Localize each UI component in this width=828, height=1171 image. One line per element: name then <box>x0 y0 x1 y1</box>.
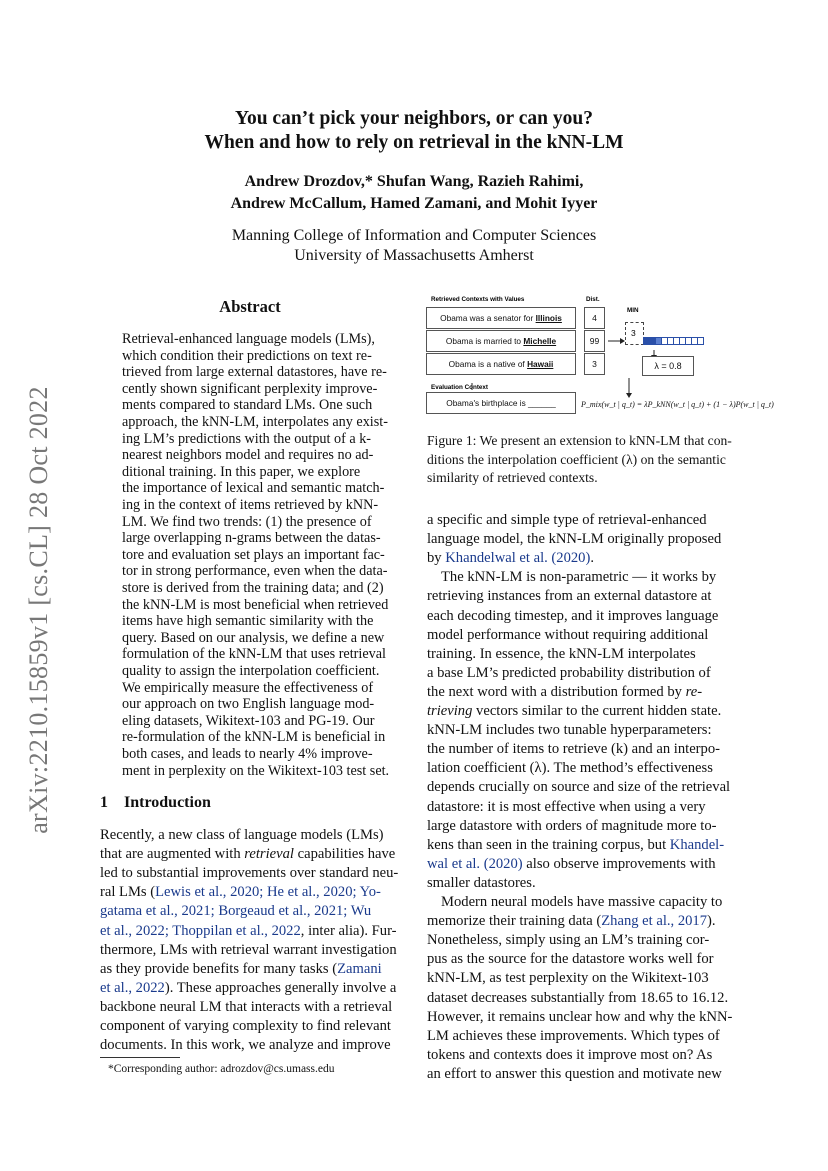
text-line <box>427 645 696 664</box>
section-heading-introduction <box>100 794 211 812</box>
authors-line-1: Andrew Drozdov,* Shufan Wang, Razieh Rahimi, <box>244 173 584 190</box>
abstract-line: quality to assign the interpolation coefficient. <box>122 663 380 679</box>
text-line <box>427 702 721 721</box>
text-line <box>100 941 397 960</box>
abstract-line: ments compared to standard LMs. One such <box>122 397 373 414</box>
text-span: Nonetheless, simply using an LM’s training cor- <box>427 932 710 949</box>
footnote-divider <box>100 1057 180 1058</box>
text-line <box>427 759 713 778</box>
text-span: lation coefficient (λ). The method’s effectiveness <box>427 760 713 777</box>
paper-title <box>100 107 728 155</box>
citation-link[interactable]: et al., 2022; Thoppilan et al., 2022 <box>100 922 301 939</box>
text-span: each decoding timestep, and it improves language <box>427 607 719 624</box>
text-span: , inter alia). Fur- <box>300 922 397 939</box>
text-span: large datastore with orders of magnitude more to- <box>427 817 717 834</box>
text-line <box>427 549 594 568</box>
context-1-value: Illinois <box>535 313 562 323</box>
abstract-line: ing in the context of items retrieved by kNN- <box>122 497 379 513</box>
text-line <box>427 989 728 1008</box>
abstract-line: tor in strong performance, even when the data- <box>122 563 388 580</box>
text-line <box>427 721 712 740</box>
context-2-text: Obama is married to <box>445 336 522 346</box>
text-span: tokens and contexts does it improve most on? As <box>427 1046 713 1063</box>
retrieved-contexts-header: Retrieved Contexts with Values <box>431 296 525 303</box>
citation-link[interactable]: Khandel- <box>669 836 725 853</box>
text-span: a specific and simple type of retrieval-enhanced <box>427 512 707 528</box>
text-line <box>427 626 708 645</box>
min-value: 3 <box>631 328 636 338</box>
citation-link[interactable]: Lewis et al., 2020; He et al., 2020; Yo- <box>155 884 381 901</box>
text-line <box>427 1065 722 1084</box>
text-span: by <box>427 550 446 567</box>
text-span: kNN-LM includes two tunable hyperparameters: <box>427 722 712 739</box>
arrowhead-formula <box>626 393 632 398</box>
abstract-line: query. Based on our analysis, we define a new <box>122 629 385 646</box>
abstract-line: re-formulation of the kNN-LM is beneficial in <box>122 729 386 746</box>
text-line <box>427 740 720 759</box>
text-line <box>427 683 702 702</box>
text-line <box>427 587 711 606</box>
text-span: depends crucially on source and size of the retrieval <box>427 779 731 796</box>
abstract-line: our approach on two English language mod- <box>122 696 375 713</box>
abstract-line: cently shown significant perplexity improve- <box>122 380 378 397</box>
text-span: memorize their training data ( <box>427 913 602 930</box>
interpolation-formula: P_mix(w_t | q_t) = λP_kNN(w_t | q_t) + (1 − λ)P(w_t | q_t) <box>581 400 774 409</box>
text-span: ). These approaches generally involve a <box>164 979 397 996</box>
arxiv-identifier: arXiv:2210.15859v1 [cs.CL] 28 Oct 2022 <box>24 386 53 834</box>
text-line <box>427 950 714 969</box>
text-span: However, it remains unclear how and why the kNN- <box>427 1008 733 1025</box>
text-span: model performance without requiring additional <box>427 626 709 643</box>
similarity-bars <box>643 337 703 345</box>
text-span: kNN-LM, as test perplexity on the Wikitext-103 <box>427 970 709 987</box>
section-number: 1 <box>100 794 108 811</box>
text-line <box>427 664 711 683</box>
text-line <box>100 1017 391 1036</box>
text-line <box>100 960 382 979</box>
text-line <box>100 979 396 998</box>
citation-link[interactable]: Khandelwal et al. (2020) <box>445 550 591 567</box>
text-line <box>427 1027 720 1046</box>
text-span: training. In essence, the kNN-LM interpolates <box>427 645 696 662</box>
abstract-line: eling datasets, Wikitext-103 and PG-19. Our <box>122 712 375 729</box>
text-span: kens than seen in the training corpus, but <box>427 836 670 853</box>
arxiv-side-stamp <box>10 370 68 850</box>
text-line <box>100 845 395 864</box>
text-line <box>100 1036 391 1055</box>
abstract-line: the importance of lexical and semantic match- <box>122 480 385 497</box>
abstract-heading: Abstract <box>219 297 281 316</box>
similarity-bar <box>697 337 704 345</box>
abstract-line: the kNN-LM is most beneficial when retrieved <box>122 596 389 613</box>
text-line <box>427 969 709 988</box>
text-span: Modern neural models have massive capacity to <box>441 894 723 910</box>
figure-1 <box>424 292 774 418</box>
text-span: component of varying complexity to find relevant <box>100 1018 391 1034</box>
text-span: ). <box>707 913 716 930</box>
author-list <box>100 171 728 215</box>
evaluation-context-text: Obama's birthplace is ______ <box>446 398 556 408</box>
abstract-line: ing LM’s predictions with the output of a k- <box>122 430 372 447</box>
text-span: datastore: it is most effective when using a very <box>427 798 706 815</box>
caption-line: ditions the interpolation coefficient (λ) on the semantic <box>427 451 726 467</box>
abstract-line: formulation of the kNN-LM that uses retrieval <box>122 646 386 663</box>
abstract-line: LM. We find two trends: (1) the presence of <box>122 513 372 530</box>
context-3-text: Obama is a native of <box>448 359 525 369</box>
footnote: *Corresponding author: adrozdov@cs.umass.edu <box>108 1063 335 1075</box>
text-span: pus as the source for the datastore works well for <box>427 951 714 968</box>
abstract-line: nearest neighbors model and requires no ad- <box>122 447 374 464</box>
text-line <box>441 893 722 912</box>
text-line <box>427 778 730 797</box>
text-span: smaller datastores. <box>427 874 536 891</box>
text-line <box>427 912 716 931</box>
text-span: retrieving instances from an external datastore at <box>427 588 712 605</box>
text-span: a base LM’s predicted probability distribution of <box>427 664 711 681</box>
affiliation <box>100 226 728 266</box>
citation-link[interactable]: gatama et al., 2021; Borgeaud et al., 2021; Wu <box>100 903 372 920</box>
text-span: the next word with a distribution formed by <box>427 683 686 700</box>
title-line-1: You can’t pick your neighbors, or can you? <box>235 108 593 129</box>
text-span: . <box>590 550 594 567</box>
text-span: documents. In this work, we analyze and improve <box>100 1037 391 1054</box>
text-span: as they provide benefits for many tasks ( <box>100 960 338 977</box>
text-span: language model, the kNN-LM originally proposed <box>427 531 722 548</box>
title-line-2: When and how to rely on retrieval in the kNN-LM <box>204 132 624 153</box>
text-span: re- <box>685 683 703 700</box>
abstract-line: which condition their predictions on text re- <box>122 347 372 364</box>
text-span: also observe improvements with <box>522 855 716 872</box>
text-line <box>100 883 381 902</box>
text-span: vectors similar to the current hidden state. <box>472 703 722 719</box>
evaluation-context-box <box>426 392 576 414</box>
text-line <box>427 1046 712 1065</box>
text-span: led to substantial improvements over standard neu- <box>100 865 399 882</box>
citation-link[interactable]: et al., 2022 <box>100 979 165 996</box>
context-1-text: Obama was a senator for <box>440 313 534 323</box>
lambda-box: λ = 0.8 <box>642 356 694 376</box>
text-line <box>427 836 724 855</box>
text-span: ral LMs ( <box>100 884 156 901</box>
text-line <box>427 855 716 874</box>
text-line <box>427 931 709 950</box>
affiliation-line-2: University of Massachusetts Amherst <box>294 247 534 264</box>
text-line <box>427 817 717 836</box>
abstract-line: items have high semantic similarity with the <box>122 613 374 630</box>
authors-line-2: Andrew McCallum, Hamed Zamani, and Mohit Iyyer <box>230 195 598 212</box>
abstract-line: both cases, and leads to nearly 4% improve- <box>122 746 373 762</box>
text-line <box>427 607 718 626</box>
text-span: backbone neural LM that interacts with a retrieval <box>100 998 393 1015</box>
abstract-line: large overlapping n-grams between the datas- <box>122 530 381 547</box>
text-span: dataset decreases substantially from 18.65 to 16.12. <box>427 989 729 1006</box>
text-line <box>100 922 397 941</box>
text-span: Recently, a new class of language models (LMs) <box>100 827 384 843</box>
text-line <box>427 511 707 530</box>
abstract-line: ment in perplexity on the Wikitext-103 test set. <box>122 762 390 779</box>
distance-2: 99 <box>584 330 605 352</box>
text-line <box>100 998 392 1017</box>
text-span: thermore, LMs with retrieval warrant investigation <box>100 941 397 958</box>
context-3-value: Hawaii <box>527 359 554 369</box>
text-span: trieving <box>427 703 473 719</box>
evaluation-context-header: Evaluation Context <box>431 384 489 391</box>
distance-1: 4 <box>584 307 605 329</box>
text-line <box>427 798 706 817</box>
text-line <box>427 530 721 549</box>
distance-3: 3 <box>584 353 605 375</box>
text-line <box>427 874 536 893</box>
abstract-line: approach, the kNN-LM, interpolates any exist- <box>122 414 388 430</box>
citation-link[interactable]: Zamani <box>337 960 382 977</box>
section-title: Introduction <box>124 794 211 811</box>
text-span: that are augmented with <box>100 846 245 863</box>
text-span: retrieval <box>244 846 294 863</box>
text-line <box>100 902 371 921</box>
figure-caption <box>427 432 732 488</box>
caption-line: similarity of retrieved contexts. <box>427 470 598 485</box>
text-span: an effort to answer this question and motivate new <box>427 1065 722 1082</box>
abstract-line: tore and evaluation set plays an important fac- <box>122 546 385 563</box>
text-line <box>100 826 384 845</box>
distance-header: Dist. <box>586 296 600 303</box>
citation-link[interactable]: wal et al. (2020) <box>427 855 523 872</box>
text-span: the number of items to retrieve (k) and an interpo- <box>427 741 720 758</box>
text-line <box>441 568 716 587</box>
text-span: The kNN-LM is non-parametric — it works by <box>441 569 717 586</box>
citation-link[interactable]: Zhang et al., 2017 <box>601 913 708 930</box>
text-span: LM achieves these improvements. Which types of <box>427 1027 720 1044</box>
caption-line: Figure 1: We present an extension to kNN-LM that con- <box>427 433 732 448</box>
min-label: MIN <box>627 307 639 314</box>
abstract-line: Retrieval-enhanced language models (LMs), <box>122 331 375 347</box>
context-2-value: Michelle <box>523 336 557 346</box>
abstract-line: ditional training. In this paper, we explore <box>122 463 361 480</box>
affiliation-line-1: Manning College of Information and Computer Sciences <box>231 227 597 244</box>
text-line <box>427 1008 732 1027</box>
text-span: capabilities have <box>293 846 396 863</box>
abstract-line: trieved from large external datastores, have re- <box>122 364 387 381</box>
text-line <box>100 864 398 883</box>
abstract-line: We empirically measure the effectiveness of <box>122 679 374 696</box>
abstract-line: store is derived from the training data; and (2) <box>122 580 384 596</box>
